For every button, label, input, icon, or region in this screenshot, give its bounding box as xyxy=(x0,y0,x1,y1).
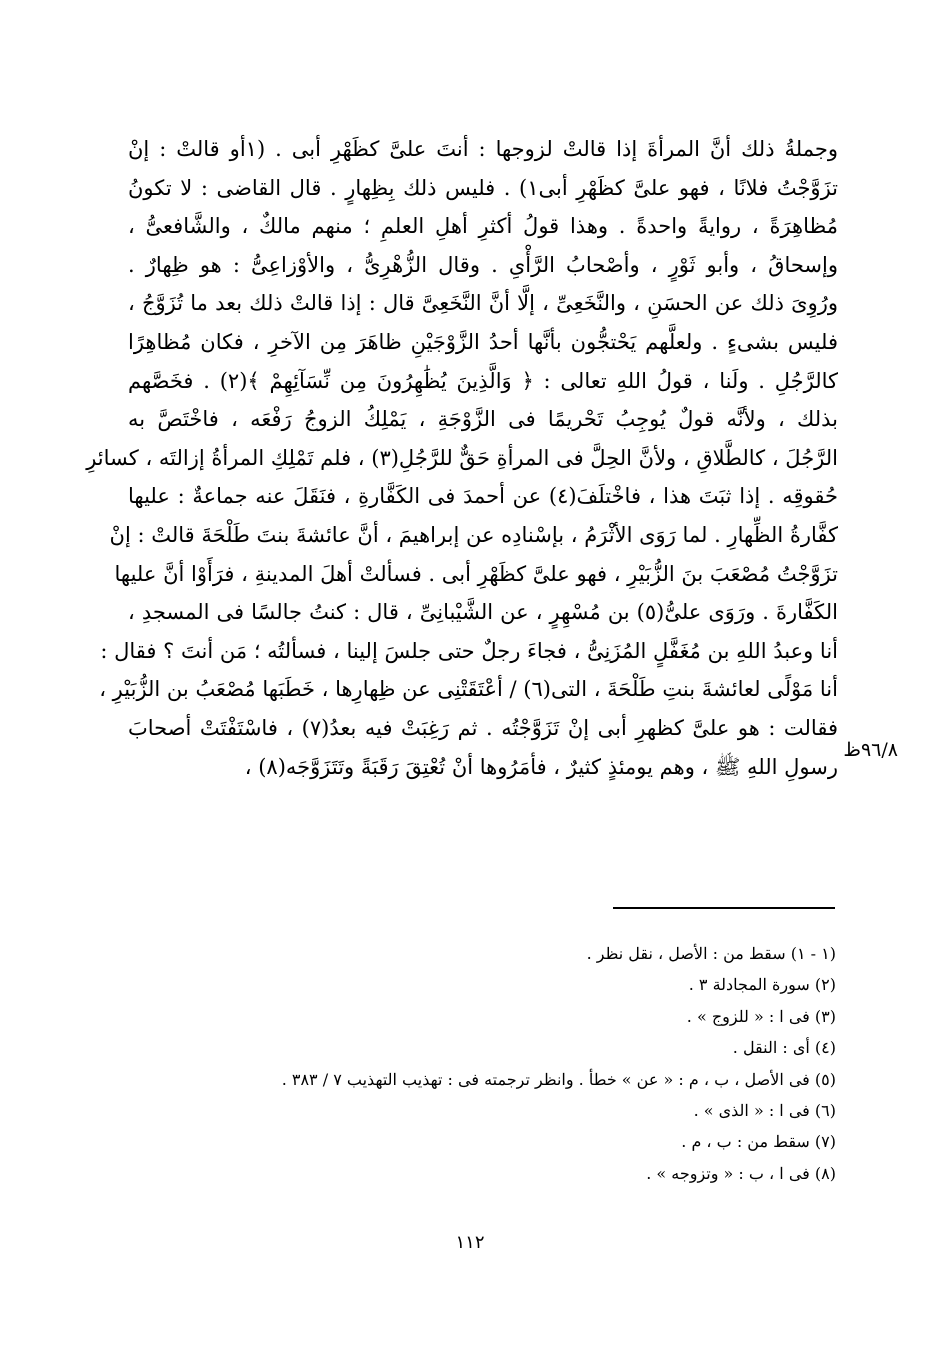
footnote: (٣) فى ا : « للزوج » . xyxy=(686,1006,836,1026)
text-line: تزَوَّجْتُ مُصْعَبَ بنَ الزُّبَيْرِ ، فهو علىَّ كظَهْرِ أبى . فسألتْ أهلَ المدينةِ ، فرَأَوْا أنَّ عليها xyxy=(114,561,838,586)
footnote-divider xyxy=(613,907,835,909)
footnote: (١ - ١) سقط من : الأصل ، نقل نظر . xyxy=(586,944,836,963)
margin-note: ٩٦/٨ظ xyxy=(843,739,898,761)
text-line: كالرَّجُلِ . ولَنا ، قولُ اللهِ تعالى : ﴿ وَالَّذِينَ يُظَٰهِرُونَ مِن نِّسَآئِهِمْ ﴾(٢) . فخَصَّهم xyxy=(128,368,838,393)
footnote: (٧) سقط من : ب ، م . xyxy=(681,1132,836,1152)
footnote: (٨) فى ا ، ب : « وتزوجه » . xyxy=(646,1163,836,1183)
main-text xyxy=(86,130,839,786)
text-line: كفَّارةُ الظِّهارِ . لما رَوَى الأثْرَمُ ، بإسْنادِه عن إبراهيمَ ، أنَّ عائشةَ بنتَ طَلْحَةَ قالتْ : إنْ xyxy=(109,522,838,547)
text-line: أنا مَوْلًى لعائشةَ بنتِ طَلْحَةَ ، التى(٦) / أعْتَقَتْنِى عن ظِهارِها ، خَطَبَها مُصْعَبُ بن الزُّبَيْرِ ، xyxy=(99,677,838,702)
text-line: مُظاهِرَةً ، روايةً واحدةً . وهذا قولُ أكثرِ أهلِ العلمِ ؛ منهم مالكٌ ، والشَّافعىُّ ، xyxy=(128,214,838,239)
page-number: ١١٢ xyxy=(455,1232,485,1253)
text-line: وإسحاقُ ، وأبو ثَوْرٍ ، وأصْحابُ الرَّأْىِ . وقال الزُّهْرِىُّ ، والأوْزاعِىُّ : هو ظِهارٌ . xyxy=(128,252,838,277)
text-line: فقالت : هو علىَّ كظهرِ أبى إنْ تَزَوَّجْتُه . ثم رَغِبَتْ فيه بعدُ(٧) ، فاسْتَفْتَتْ أصحابَ xyxy=(128,715,838,740)
footnote: (٥) فى الأصل ، ب ، م : « عن » خطأ . وانظر ترجمته فى : تهذيب التهذيب ٧ / ٣٨٣ . xyxy=(281,1069,836,1089)
footnote: (٦) فى ا : « الذى » . xyxy=(693,1100,836,1120)
text-line: ورُوِىَ ذلك عن الحسَنِ ، والنَّخَعِىِّ ، إلَّا أنَّ النَّخَعِىَّ قال : إذا قالتْ ذلك بعد ما تُزَوَّجُ ، xyxy=(128,291,838,316)
footnote: (٢) سورة المجادلة ٣ . xyxy=(688,975,836,995)
text-line: رسولِ اللهِ ﷺ ، وهم يومئذٍ كثيرٌ ، فأمَرُوها أنْ تُعْتِقَ رَقَبَةً وتَتَزَوَّجَه(٨) ، xyxy=(244,754,838,779)
footnote: (٤) أى : النقل . xyxy=(732,1038,836,1058)
text-line: حُقوقِه . إذا ثبَتَ هذا ، فاخْتلَفَ(٤) عن أحمدَ فى الكَفَّارةِ ، فنَقَلَ عنه جماعةٌ : عليها xyxy=(128,484,838,509)
footnotes xyxy=(220,938,836,1189)
text-line: بذلك ، ولأنَّه قولٌ يُوجِبُ تَحْريمًا فى الزَّوْجَةِ ، يَمْلِكُ الزوجُ رَفْعَه ، فاخْتَصَّ به xyxy=(128,407,838,432)
text-line: تزَوَّجْتُ فلانًا ، فهو علىَّ كظَهْرِ أبى١) . فليس ذلك بِظِهارٍ . قال القاضى : لا تكونُ xyxy=(128,175,839,200)
text-line: وجملةُ ذلك أنَّ المرأةَ إذا قالتْ لزوجها : أنتَ علىَّ كظَهْرِ أبى . (١أو قالتْ : إنْ xyxy=(128,137,838,161)
text-line: الرَّجُلَ ، كالطَّلاقِ ، ولأنَّ الحِلَّ فى المرأةِ حَقٌّ للرَّجُلِ(٣) ، فلم تَمْلِكِ المرأةُ إزالتَه ، كسائرِ xyxy=(86,445,838,470)
text-line: أنا وعبدُ اللهِ بن مُغَفَّلٍ المُزَنِىُّ ، فجاءَ رجلٌ حتى جلسَ إلينا ، فسألتُه ؛ مَن أنتَ ؟ فقال : xyxy=(100,638,838,663)
text-line: فليس بشىءٍ . ولعلَّهم يَحْتجُّون بأنَّها أحدُ الزَّوْجَيْنِ ظاهَرَ مِن الآخرِ ، فكان مُظاهِرًا xyxy=(128,329,838,354)
text-line: الكَفَّارةَ . ورَوَى علىُّ(٥) بن مُسْهِرٍ ، عن الشَّيْبانِىِّ ، قال : كنتُ جالسًا فى المسجدِ ، xyxy=(128,600,838,625)
